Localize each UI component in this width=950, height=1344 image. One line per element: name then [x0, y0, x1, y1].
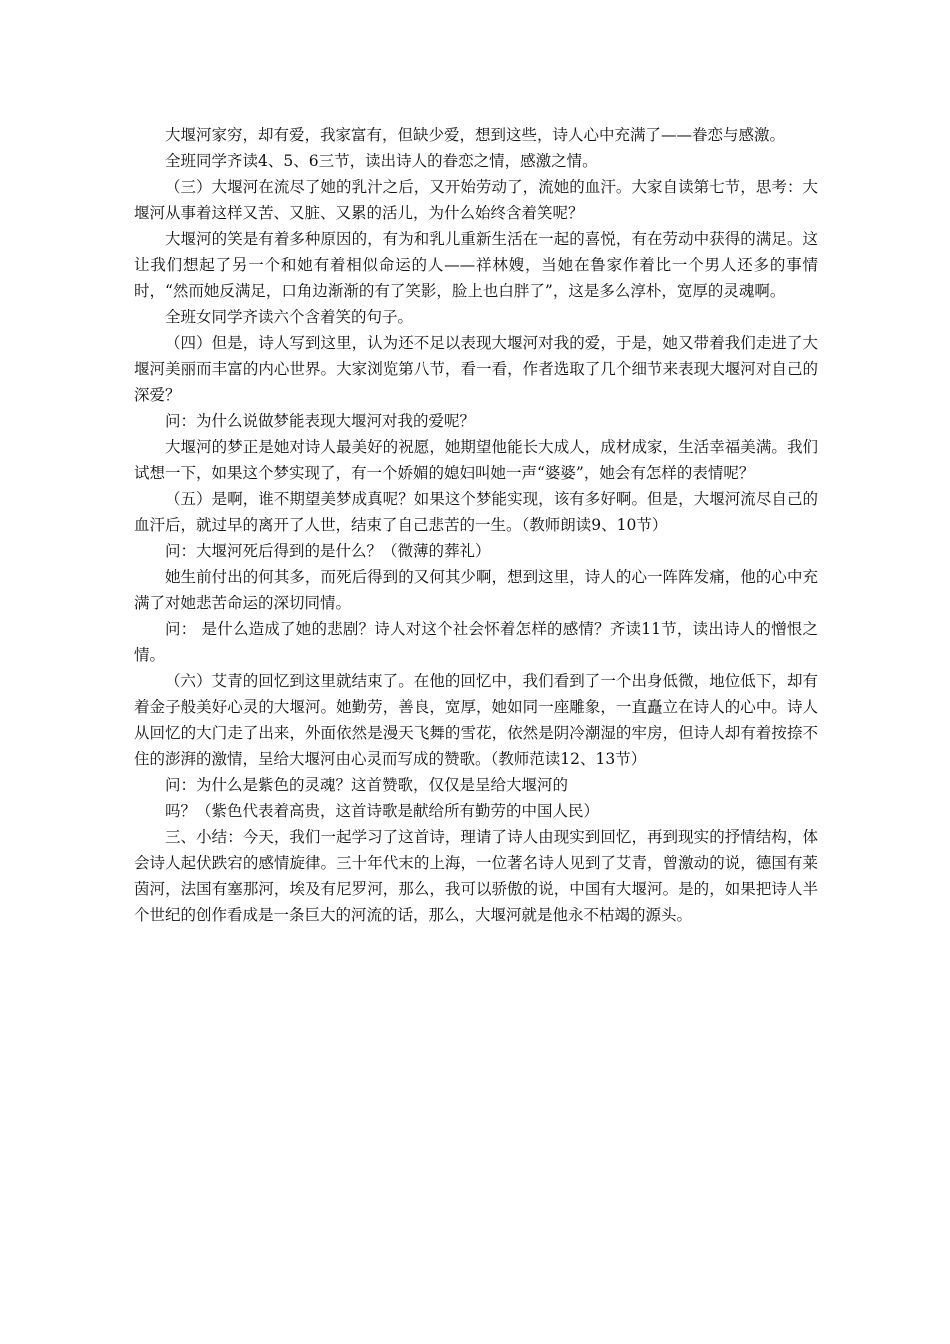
paragraph-section-five: （五）是啊，谁不期望美梦成真呢？如果这个梦能实现，该有多好啊。但是，大堰河流尽自己的血汗后，就过早的离开了人世，结束了自己悲苦的一生。（教师朗读9、10节） [134, 490, 818, 534]
paragraph-question-funeral: 问：大堰河死后得到的是什么？（微薄的葬礼） [165, 542, 491, 560]
paragraph-girls-reading: 全班女同学齐读六个含着笑的句子。 [165, 308, 414, 326]
paragraph-class-reading-4-6: 全班同学齐读4、5、6三节，读出诗人的眷恋之情，感激之情。 [165, 152, 598, 170]
document-body [134, 122, 818, 928]
paragraph-gratitude: 大堰河家穷，却有爱，我家富有，但缺少爱，想到这些，诗人心中充满了——眷恋与感激。 [165, 126, 786, 144]
paragraph-dream-meaning: 大堰河的梦正是她对诗人最美好的祝愿，她期望他能长大成人，成材成家，生活幸福美满。我们试想一下，如果这个梦实现了，有一个娇媚的媳妇叫她一声“婆婆”，她会有怎样的表情呢？ [134, 438, 818, 482]
paragraph-question-purple-soul: 问：为什么是紫色的灵魂？这首赞歌，仅仅是呈给大堰河的 [165, 776, 569, 794]
paragraph-section-three: （三）大堰河在流尽了她的乳汁之后，又开始劳动了，流她的血汗。大家自读第七节，思考：大堰河从事着这样又苦、又脏、又累的活儿，为什么始终含着笑呢？ [134, 178, 818, 222]
paragraph-section-six: （六）艾青的回忆到这里就结束了。在他的回忆中，我们看到了一个出身低微，地位低下，却有着金子般美好心灵的大堰河。她勤劳，善良，宽厚，她如同一座雕象，一直矗立在诗人的心中。诗人从回忆的大门走了出来，外面依然是漫天飞舞的雪花，依然是阴冷潮湿的牢房，但诗人却有着按捺不住的澎湃的激情，呈给大堰河由心灵而写成的赞歌。（教师范读12、13节） [134, 672, 818, 768]
paragraph-section-four: （四）但是，诗人写到这里，认为还不足以表现大堰河对我的爱，于是，她又带着我们走进了大堰河美丽而丰富的内心世界。大家浏览第八节，看一看，作者选取了几个细节来表现大堰河对自己的深爱？ [134, 334, 818, 404]
paragraph-purple-answer: 吗？（紫色代表着高贵，这首诗歌是献给所有勤劳的中国人民） [165, 802, 600, 820]
paragraph-question-tragedy: 问： 是什么造成了她的悲剧？诗人对这个社会怀着怎样的感情？齐读11节，读出诗人的憎恨之情。 [134, 620, 818, 664]
paragraph-question-dream: 问：为什么说做梦能表现大堰河对我的爱呢？ [165, 412, 476, 430]
paragraph-smile-reasons: 大堰河的笑是有着多种原因的，有为和乳儿重新生活在一起的喜悦，有在劳动中获得的满足。这让我们想起了另一个和她有着相似命运的人——祥林嫂，当她在鲁家作着比一个男人还多的事情时，“然而她反满足，口角边渐渐的有了笑影，脸上也白胖了”，这是多么淳朴，宽厚的灵魂啊。 [134, 230, 818, 300]
paragraph-sympathy: 她生前付出的何其多，而死后得到的又何其少啊，想到这里，诗人的心一阵阵发痛，他的心中充满了对她悲苦命运的深切同情。 [134, 568, 818, 612]
paragraph-summary: 三、小结：今天，我们一起学习了这首诗，理请了诗人由现实到回忆，再到现实的抒情结构，体会诗人起伏跌宕的感情旋律。三十年代末的上海，一位著名诗人见到了艾青，曾激动的说，德国有莱茵河，法国有塞那河，埃及有尼罗河，那么，我可以骄傲的说，中国有大堰河。是的，如果把诗人半个世纪的创作看成是一条巨大的河流的话，那么，大堰河就是他永不枯竭的源头。 [134, 828, 818, 924]
